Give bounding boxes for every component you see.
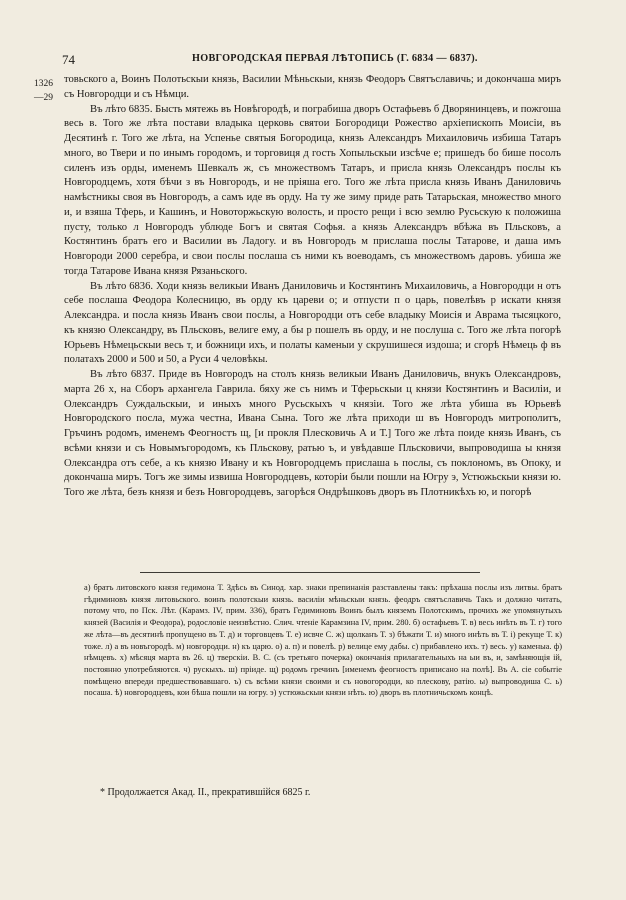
footnotes [84,582,562,699]
chronicle-text [64,73,561,501]
running-head [62,52,562,66]
margin-year-start: 1326 [34,79,53,89]
supplement-note: * Продолжается Акад. II., прекратившійся 6825 г. [100,787,311,798]
footnote-divider [140,572,480,573]
page-number: 74 [62,52,75,67]
paragraph-6836: Въ лѣто 6836. Ходи князь великыи Иванъ Даниловичь и Костянтинъ Михаиловичь, а Новгородци н отъ себе послаша Феодора Колесницю, въ орду къ цареви о; и отпусти п о царь, повелѣвъ р искати князя Александра. и посла князь Иванъ свои послы, а Новгородци отъ себе владыку Моисія и Аврама тысяцкого, къ князю Олександру, въ Пльсковъ, велиге ему, а бы р пошелъ въ орду, и не послуша с. Того же лѣта погорѣ Юрьевъ Нѣмецьскыи весь т, и божници ихъ, и полаты каменыи у скрушишеся издоша; и сгорѣ Нѣмець ф въ полатахъ 2000 и 500 и 50, а Руси 4 человѣкы. [64,280,561,366]
paragraph-6835: Въ лѣто 6835. Бысть мятежь въ Новѣгородѣ, и пограбиша дворъ Остафьевъ б Дворянинцевъ, и пожгоша весь в. Того же лѣта постави владыка церковь святои Богородици Рожество архіепископъ Моисіи, въ Десятинѣ г. Того же лѣта, на Успенье святыя Богородица, князь Александръ Михаиловичь избиша Татаръ много, во Твери и по инымъ городомъ, и торговиця д гость Хопыльскыи изсѣче е; пришедъ бо бише посолъ силенъ изъ орды, именемъ Шевкалъ ж, съ множествомъ Татаръ, и присла князь Олександръ послы къ Новгородцемъ, хотя бѣчи з въ Новгородъ, и не пріяша его. Того же лѣта присла князь Иванъ Даниловичь намѣстникы своя въ Новгородъ, а самъ иде въ орду. На ту же зиму приде рать Татарьская, множество много и, и взяша Тферь, и Кашинъ, и Новоторжьскую волость, и просто рещи і всю землю Русьскую к положиша пусту, только л Новгородъ ублюде Богъ и святая Софья. а князь Александръ вбѣжа въ Пльсковъ, а Костянтинъ братъ его и Василии въ Ладогу. и въ Новгородъ м прислаша послы Татарове, и даша имъ Новгороди 2000 серебра, и свои послы послаша съ ними къ воеводамъ, съ множествомъ даровъ. убиша же тогда Татарове Ивана князя Рязаньского. [64,103,561,277]
paragraph-continuation: товьского а, Воинъ Полотьскыи князь, Василии Мѣньскыи, князь Феодоръ Святъславичь; и докончаша миръ съ Новгородци и съ Нѣмци. [64,74,561,100]
footnote-text: а) братъ литовского князя гедимона Т. Здѣсь въ Синод. хар. знаки препинанія разставлены такъ: прѣхаша послы изъ литвы. братъ гѣдиминовъ князя литовьского. воинъ полотскыи князь. василіи мѣньскыи князь. феодръ святъславичь Такъ и должно читать, потому что, по Пск. Лѣт. (Карамз. IV, прим. 336), братъ Гедиминовъ Воинъ былъ княземъ Полотскимъ, прочихъ же упомянутыхъ князей (Василія и Феодора), родословіе неизвѣстно. Слич. чтеніе Карамзина IV, прим. 280. б) остафьевъ Т. в) весь инѣть въ Т. г) того же лѣта—въ десятинѣ пропущено въ Т. д) и торговцевъ Т. е) исвче С. ж) щолканъ Т. з) бѣжати Т. и) много инѣть въ Т. і) рекуще Т. к) тоже. л) а въ новъгородѣ. м) новгородци. н) къ царю. о) а. п) и повелѣ. р) велице ему дабы. с) прибавлено ихъ. т) весь. у) каменыа. ф) нѣмцевъ. х) мѣсяця марта въ 26. ц) тверскіи. В. С. (съ третьяго почерка) окончанія прилагательныхъ на ыи въ, и, замѣняющія ій, постоянно употребляются. ч) рускыхъ. ш) пріиде. щ) родомъ гречинъ [именемъ феогностъ приписано на полѣ]. Въ А. сіе событіе помѣщено впереди предшествовавшаго. ъ) съ всѣми князи своими и съ новогородци, ко плескову, ратію. ы) выпроводиша С. ь) посаша. ѣ) новгородцевъ, кои бѣша пошли на югру. э) устюжьскыи князи нѣть. ю) дворъ въ плотничьскомъ концѣ. [84,583,562,698]
margin-year-end: —29 [34,93,53,103]
paragraph-6837: Въ лѣто 6837. Приде въ Новгородъ на столъ князь великыи Иванъ Даниловичь, внукъ Олександровъ, марта 26 х, на Сборъ архангела Гаврила. бяху же съ нимъ и Тферьскыи ц князи Костянтинъ и Василіи, и Олександръ Суждальскыи, и иныхъ много Русьскыхъ ч князіи. Того же лѣта убиша въ Юрьевѣ Новгородского посла, мужа честна, Ивана Сына. Того же лѣта приходи ш въ Новгородъ митрополитъ, Гръчинъ родомъ, именемъ Феогностъ щ, [и прокля Плесковичь А и Т.] Того же лѣта поиде князь Иванъ, съ всѣми князи и съ Новымъгородомъ, къ Пльскову, ратью ъ, и увѣдавше Пльсковичи, выпроводиша ы князя Олександра отъ себе, а къ князю Ивану и къ Новгородцемъ прислаша ь послы, съ поклономъ, въ Опоку, и докончаша миръ. Тогъ же зимы извиша Новгородцевъ, которіи были пошли на Югру э, Устюжьскыи князи ю. Того же лѣта, безъ князя и безъ Новгородцевъ, загорѣся Ондрѣшковъ дворъ въ Плотникѣхъ ю, и погорѣ [64,369,561,498]
running-title: НОВГОРОДСКАЯ ПЕРВАЯ ЛѢТОПИСЬ (Г. 6834 — 6837). [192,53,478,64]
